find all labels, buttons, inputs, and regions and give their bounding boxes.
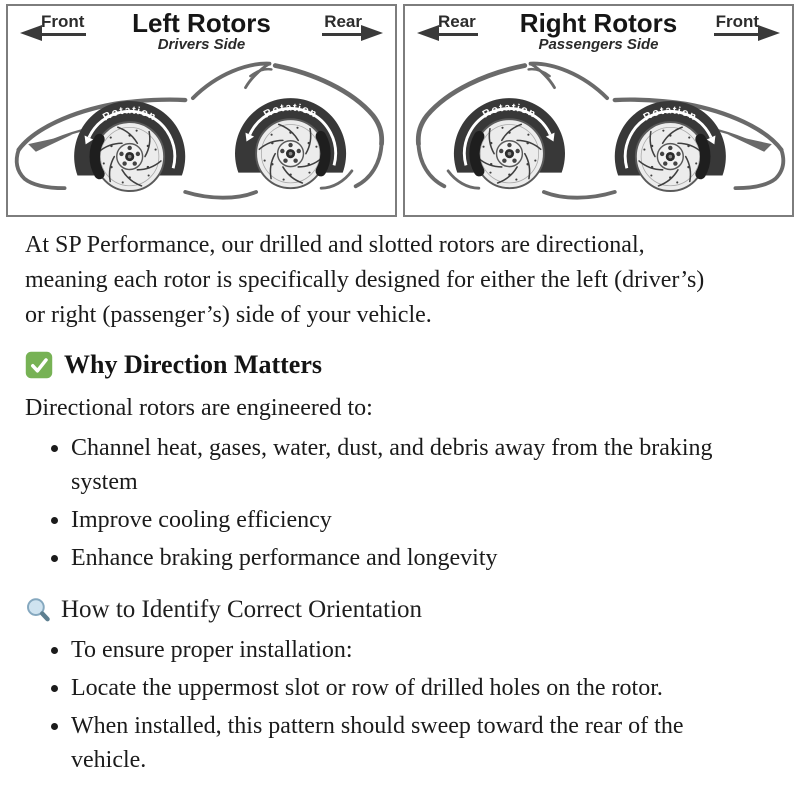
- section-lead: Directional rotors are engineered to:: [25, 395, 373, 421]
- section-heading-identify-orientation: [25, 596, 775, 624]
- front-label: Front: [39, 13, 86, 36]
- article-body: [0, 217, 800, 777]
- check-mark-icon: [25, 351, 53, 379]
- left-panel-title-block: [132, 10, 271, 53]
- benefits-list: [49, 431, 775, 575]
- section-heading-text: How to Identify Correct Orientation: [61, 596, 423, 623]
- panel-title: Right Rotors: [519, 8, 678, 38]
- arrow-left-icon: [417, 25, 439, 41]
- section-heading-text: Why Direction Matters: [64, 350, 323, 379]
- magnifying-glass-icon: [25, 597, 52, 624]
- front-direction-label: [20, 13, 86, 36]
- panel-title: Left Rotors: [132, 8, 271, 38]
- arrow-right-icon: [758, 25, 780, 41]
- rotor-direction-diagram: [0, 0, 800, 217]
- rotation-text-front: Rotation: [100, 104, 159, 124]
- rotation-text-front: Rotation: [641, 104, 700, 124]
- rear-label: Rear: [322, 13, 364, 36]
- list-item: • Channel heat, gases, water, dust, and debris away from the braking system: [71, 431, 731, 499]
- rear-direction-label: [417, 13, 478, 36]
- left-car-illustration: [8, 56, 395, 214]
- arrow-left-icon: [20, 25, 42, 41]
- panel-subtitle: Drivers Side: [157, 36, 246, 53]
- right-rotors-panel: [403, 4, 794, 217]
- panel-subtitle: Passengers Side: [538, 36, 659, 53]
- rear-label: Rear: [436, 13, 478, 36]
- left-panel-header: [8, 6, 395, 56]
- rear-direction-label: [322, 13, 383, 36]
- right-panel-header: [405, 6, 792, 56]
- left-rotors-panel: [6, 4, 397, 217]
- rotation-text-rear: Rotation: [261, 101, 320, 121]
- rotation-text-rear: Rotation: [480, 101, 539, 121]
- section-heading-why-direction-matters: [25, 350, 775, 380]
- list-item: • Enhance braking performance and longevity: [71, 541, 731, 575]
- right-panel-title-block: [520, 10, 677, 53]
- list-item: • Locate the uppermost slot or row of drilled holes on the rotor.: [71, 671, 731, 705]
- right-car-illustration: [405, 56, 792, 214]
- list-item: • To ensure proper installation:: [71, 633, 731, 667]
- list-item: • When installed, this pattern should sweep toward the rear of the vehicle.: [71, 709, 731, 777]
- list-item: • Improve cooling efficiency: [71, 503, 731, 537]
- front-direction-label: [714, 13, 780, 36]
- intro-paragraph: At SP Performance, our drilled and slotted rotors are directional, meaning each rotor is specifically designed for either the left (driver’s) or right (passenger’s) side of your vehicle.: [25, 232, 705, 328]
- orientation-steps-list: [49, 633, 775, 777]
- front-label: Front: [714, 13, 761, 36]
- arrow-right-icon: [361, 25, 383, 41]
